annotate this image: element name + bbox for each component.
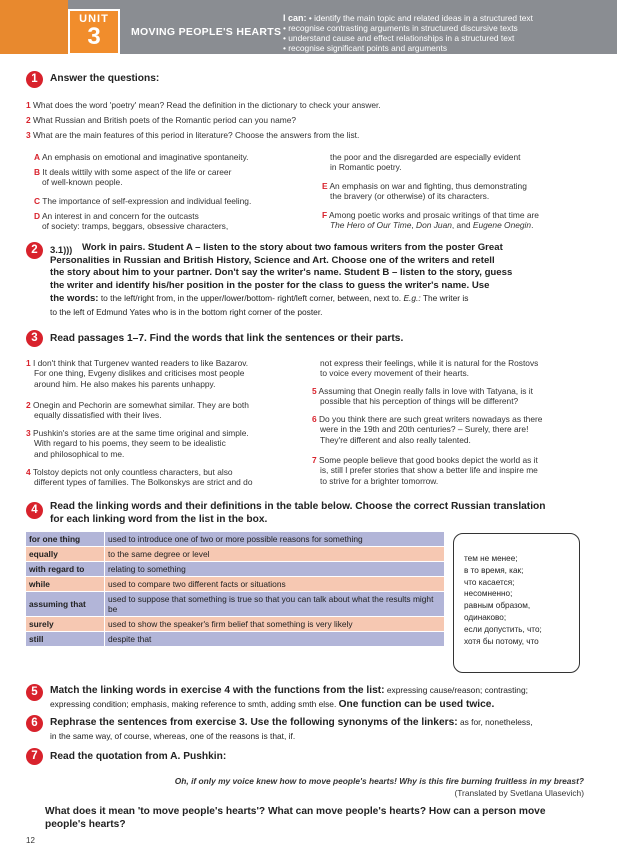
instruction-line: the words:	[50, 293, 99, 304]
exercise-number-2: 2	[26, 242, 43, 259]
instruction-line: One function can be used twice.	[338, 698, 495, 710]
quote-credit: (Translated by Svetlana Ulasevich)	[454, 788, 584, 798]
sep: .	[531, 220, 534, 231]
passage-line: were in the 19th and 20th centuries? – Surely, there are!	[320, 424, 529, 435]
question-text: What Russian and British poets of the Romantic period can you name?	[33, 115, 297, 125]
unit-title: MOVING PEOPLE'S HEARTS	[131, 26, 282, 38]
pushkin-quote: Oh, if only my voice knew how to move people's hearts! Why is this fire burning fruitless in my breast?	[174, 776, 584, 786]
question-number: 2	[26, 115, 31, 125]
question	[26, 115, 296, 125]
passage-line: Onegin and Pechorin are somewhat similar. They are both	[33, 400, 249, 410]
exercise-number-4: 4	[26, 502, 43, 519]
translation-item: равным образом,	[464, 601, 531, 611]
passage-line: Do you think there are such great writers nowadays as there	[319, 414, 543, 424]
exercise-3-title: Read passages 1–7. Find the words that link the sentences or their parts.	[50, 333, 404, 344]
passage-2: 2 Onegin and Pechorin are somewhat similar. They are both equally dissatisfied with their lives.	[26, 400, 249, 421]
option-d-continued	[330, 152, 520, 173]
passage-line: Tolstoy depicts not only countless characters, but also	[32, 467, 233, 477]
exercise-1-title: Answer the questions:	[50, 73, 160, 84]
unit-number: 3	[87, 23, 101, 50]
translation-item: если допустить, что;	[464, 624, 542, 634]
title-italic: Eugene Onegin	[472, 220, 532, 231]
definition: used to suppose that something is true so that you can talk about what the results might be	[105, 592, 445, 617]
option-text: The importance of self-expression and individual feeling.	[42, 196, 252, 206]
unit-label: UNIT	[79, 13, 109, 25]
definition: relating to something	[105, 562, 445, 577]
question-line: people's hearts?	[45, 819, 126, 830]
objective: • recognise significant points and arguments	[283, 43, 448, 53]
objective: • identify the main topic and related ideas in a structured text	[308, 13, 533, 23]
table-row	[26, 577, 444, 592]
unit-badge	[68, 9, 120, 55]
objective: • understand cause and effect relationships in a structured text	[283, 33, 515, 43]
instruction-line: Match the linking words in exercise 4 with the functions from the list:	[50, 685, 385, 696]
instruction-line: to the left/right from, in the upper/lower/bottom- right/left corner, between, next to.	[98, 293, 404, 303]
objective: • recognise contrasting arguments in structured discursive texts	[283, 23, 518, 33]
instruction-line: the writer and identify his/her position in the poster for the class to guess the writer's name. Use	[50, 279, 490, 291]
table-row	[26, 532, 444, 547]
definition: used to show the speaker's firm belief that something is very likely	[105, 617, 445, 632]
passage-line: I don't think that Turgenev wanted readers to like Bazarov.	[33, 358, 249, 368]
linking-word: while	[26, 577, 105, 592]
linking-word: surely	[26, 617, 105, 632]
option-text: It deals wittily with some aspect of the life or career	[42, 167, 232, 177]
option-b: B It deals wittily with some aspect of the life or career of well-known people.	[34, 167, 232, 188]
passage-line: around him. He also makes his parents unhappy.	[34, 378, 216, 389]
option-text: An emphasis on emotional and imaginative spontaneity.	[41, 152, 249, 162]
option-text: the poor and the disregarded are especially evident	[330, 152, 521, 162]
page-number: 12	[26, 836, 35, 845]
table-row	[26, 617, 444, 632]
instruction-line: Read the linking words and their definitions in the table below. Choose the correct Russian translation	[50, 501, 546, 512]
translation-item: тем не менее;	[464, 554, 518, 563]
learning-objectives	[283, 13, 533, 53]
exercise-7-title: Read the quotation from A. Pushkin:	[50, 751, 227, 762]
option-text: the bravery (or otherwise) of its characters.	[330, 191, 490, 202]
example-label: E.g.:	[403, 293, 421, 303]
option-e: E An emphasis on war and fighting, thus demonstrating the bravery (or otherwise) of its characters.	[322, 181, 527, 202]
question-number: 1	[26, 100, 31, 110]
linking-word: assuming that	[26, 592, 105, 617]
exercise-number-7: 7	[26, 748, 43, 765]
passage-line: They're different and also really talented.	[320, 434, 471, 445]
definition: used to compare two different facts or situations	[105, 577, 445, 592]
question-text: What does the word 'poetry' mean? Read the definition in the dictionary to check your answer.	[33, 100, 381, 110]
option-d: D An interest in and concern for the outcasts of society: tramps, beggars, obsessive characters,	[34, 211, 229, 232]
instruction-line: The writer is	[420, 293, 469, 303]
definition: despite that	[105, 632, 445, 647]
passage-line: possible that his perception of things will be different?	[320, 396, 519, 407]
passage-line: to voice every movement of their hearts.	[320, 368, 469, 379]
option-text: Among poetic works and prosaic writings of that time are	[329, 210, 539, 220]
exercise-number-1: 1	[26, 71, 43, 88]
passage-line: not express their feelings, while it is natural for the Rostovs	[320, 358, 539, 368]
passage-line: equally dissatisfied with their lives.	[34, 410, 162, 421]
exercise-7-questions	[45, 805, 546, 831]
translation-item: хотя бы потому, что	[464, 636, 539, 646]
passage-line: is, still I prefer stories that show a better life and inspire me	[320, 465, 538, 476]
option-text: of well-known people.	[42, 177, 123, 188]
question-text: What are the main features of this period in literature? Choose the answers from the list.	[33, 130, 360, 140]
sep: ,	[411, 220, 417, 231]
option-a: A An emphasis on emotional and imaginative spontaneity.	[34, 152, 249, 162]
header-accent-bar	[0, 0, 68, 54]
question-line: What does it mean 'to move people's hearts'? What can move people's hearts? How can a person move	[45, 806, 546, 817]
exercise-number-3: 3	[26, 330, 43, 347]
passage-line: Assuming that Onegin really falls in love with Tatyana, is it	[318, 386, 533, 396]
instruction-line: Work in pairs. Student A – listen to the story about two famous writers from the poster Great	[82, 242, 503, 253]
table-row	[26, 592, 444, 617]
option-text: in Romantic poetry.	[330, 162, 402, 173]
audio-icon: )))	[63, 245, 73, 255]
translation-item: несомненно;	[464, 589, 513, 599]
instruction-line: as for, nonetheless,	[457, 717, 533, 727]
translation-item: в то время, как;	[464, 565, 524, 575]
question	[26, 130, 359, 140]
linking-word: equally	[26, 547, 105, 562]
passage-4: 4 Tolstoy depicts not only countless characters, but also different types of families. The Bolkonskys are strict and do	[26, 467, 253, 488]
track-number: 3.1	[50, 245, 64, 256]
instruction-line: in the same way, of course, whereas, one of the reasons is that, if.	[50, 730, 296, 741]
linking-word: with regard to	[26, 562, 105, 577]
passage-line: different types of families. The Bolkonskys are strict and do	[34, 477, 253, 488]
exercise-5-instructions	[50, 684, 528, 711]
definition: used to introduce one of two or more possible reasons for something	[105, 532, 445, 547]
table-row	[26, 632, 444, 647]
question	[26, 100, 381, 110]
passage-line: Some people believe that good books depict the world as it	[319, 455, 538, 465]
passage-7: 7 Some people believe that good books depict the world as it is, still I prefer stories that show a better life and inspire me to strive for a brighter tomorrow.	[312, 455, 538, 486]
passage-line: to strive for a brighter tomorrow.	[320, 475, 439, 486]
translation-box	[453, 533, 580, 673]
passage-line: and philosophical to me.	[34, 448, 125, 459]
translation-item: одинаково;	[464, 612, 507, 622]
option-text: An emphasis on war and fighting, thus demonstrating	[329, 181, 527, 191]
exercise-number-6: 6	[26, 715, 43, 732]
linking-words-table	[26, 532, 444, 647]
question-number: 3	[26, 130, 31, 140]
passage-5: 5 Assuming that Onegin really falls in love with Tatyana, is it possible that his perception of things will be different?	[312, 386, 533, 407]
passage-3: 3 Pushkin's stories are at the same time original and simple. With regard to his poems, they seem to be idealistic and philosophical to me.	[26, 428, 249, 459]
exercise-number-5: 5	[26, 684, 43, 701]
ican-label: I can:	[283, 13, 307, 23]
passage-line: With regard to his poems, they seem to be idealistic	[34, 438, 226, 449]
instruction-line: to the left of Edmund Yates who is in the bottom right corner of the poster.	[50, 306, 323, 317]
table-row	[26, 562, 444, 577]
exercise-6-instructions	[50, 716, 533, 742]
linking-word: for one thing	[26, 532, 105, 547]
translation-item: что касается;	[464, 577, 515, 587]
passage-6: 6 Do you think there are such great writers nowadays as there were in the 19th and 20th centuries? – Surely, there are! They're different and also really talented.	[312, 414, 543, 445]
instruction-line: expressing condition; emphasis, making reference to smth, adding smth else.	[50, 698, 339, 709]
sep: , and	[451, 220, 473, 231]
instruction-line: expressing cause/reason; contrasting;	[384, 685, 528, 695]
definition: to the same degree or level	[105, 547, 445, 562]
option-text: of society: tramps, beggars, obsessive characters,	[42, 221, 229, 232]
instruction-line: for each linking word from the list in the box.	[50, 513, 268, 525]
option-c: C The importance of self-expression and individual feeling.	[34, 196, 252, 206]
option-f: F Among poetic works and prosaic writings of that time are The Hero of Our Time, Don Juan, and Eugene Onegin.	[322, 210, 539, 231]
instruction-line: the story about him to your partner. Don't say the writer's name. Student B – listen to the story, guess	[50, 267, 513, 278]
option-text: An interest in and concern for the outcasts	[41, 211, 199, 221]
passage-4-continued	[320, 358, 538, 379]
passage-1: 1 I don't think that Turgenev wanted readers to like Bazarov. For one thing, Evgeny dislikes and criticises most people around him. He also makes his parents unhappy.	[26, 358, 249, 389]
table-row	[26, 547, 444, 562]
passage-line: Pushkin's stories are at the same time original and simple.	[33, 428, 249, 438]
title-italic: The Hero of Our Time	[330, 220, 412, 231]
title-italic: Don Juan	[416, 220, 452, 231]
linking-word: still	[26, 632, 105, 647]
instruction-line: Personalities in Russian and British History, Science and Art. Choose one of the writers and retell	[50, 254, 495, 266]
passage-line: For one thing, Evgeny dislikes and criticises most people	[34, 368, 245, 379]
instruction-line: Rephrase the sentences from exercise 3. Use the following synonyms of the linkers:	[50, 717, 458, 728]
exercise-4-instructions	[50, 501, 545, 526]
